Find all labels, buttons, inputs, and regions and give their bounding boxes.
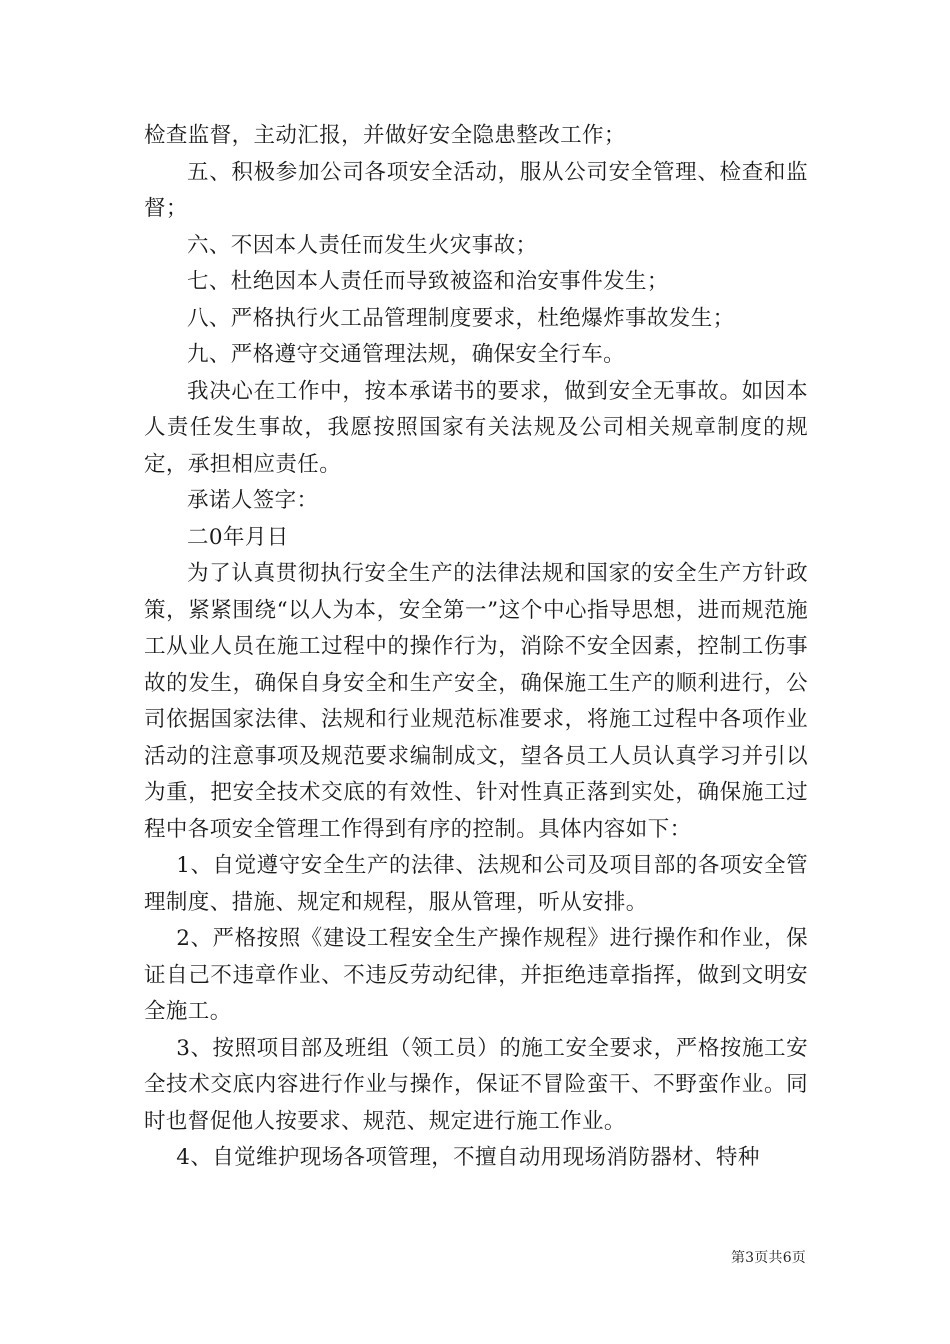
document-body [144,118,808,1177]
paragraph-item-nine: 九、严格遵守交通管理法规，确保安全行车。 [187,342,626,367]
paragraph-item-seven: 七、杜绝因本人责任而导致被盗和治安事件发生； [187,269,669,294]
page-number: 第3页共6页 [730,1250,806,1266]
paragraph-rule-1: 1、自觉遵守安全生产的法律、法规和公司及项目部的各项安全管理制度、措施、规定和规程，服从管理，听从安排。 [144,853,808,915]
paragraph-item-five: 五、积极参加公司各项安全活动，服从公司安全管理、检查和监督； [144,159,808,221]
paragraph-continuation: 检查监督，主动汇报，并做好安全隐患整改工作； [144,123,626,148]
date-line: 二0年月日 [187,524,289,550]
paragraph-rule-2: 2、严格按照《建设工程安全生产操作规程》进行操作和作业，保证自己不违章作业、不违反劳动纪律，并拒绝违章指挥，做到文明安全施工。 [144,926,808,1024]
paragraph-rule-4: 4、自觉维护现场各项管理，不擅自动用现场消防器材、特种 [176,1145,760,1170]
paragraph-item-eight: 八、严格执行火工品管理制度要求，杜绝爆炸事故发生； [187,305,735,331]
paragraph-pledge: 我决心在工作中，按本承诺书的要求，做到安全无事故。如因本人责任发生事故，我愿按照国家有关法规及公司相关规章制度的规定，承担相应责任。 [144,378,808,477]
signature-line: 承诺人签字： [187,488,319,513]
paragraph-item-six: 六、不因本人责任而发生火灾事故； [187,232,538,258]
paragraph-rule-3: 3、按照项目部及班组（领工员）的施工安全要求，严格按施工安全技术交底内容进行作业与操作，保证不冒险蛮干、不野蛮作业。同时也督促他人按要求、规范、规定进行施工作业。 [144,1035,808,1134]
paragraph-introduction: 为了认真贯彻执行安全生产的法律法规和国家的安全生产方针政策，紧紧围绕“以人为本，安全第一”这个中心指导思想，进而规范施工从业人员在施工过程中的操作行为，消除不安全因素，控制工伤事故的发生，确保自身安全和生产安全，确保施工生产的顺利进行，公司依据国家法律、法规和行业规范标准要求，将施工过程中各项作业活动的注意事项及规范要求编制成文，望各员工人员认真学习并引以为重，把安全技术交底的有效性、针对性真正落到实处，确保施工过程中各项安全管理工作得到有序的控制。具体内容如下： [144,561,808,842]
